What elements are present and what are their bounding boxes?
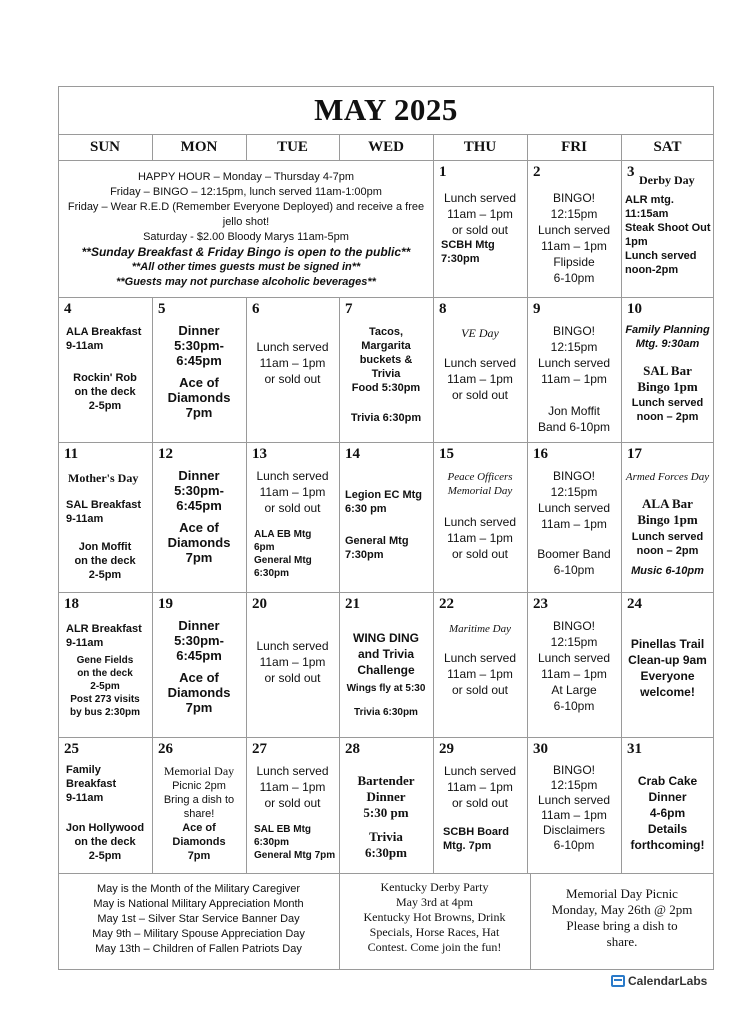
day-events: BINGO! 12:15pm Lunch served 11am – 1pm Flipside 6-10pm	[537, 191, 611, 285]
calendar-title: MAY 2025	[314, 92, 458, 127]
day-number: 25	[64, 741, 79, 757]
day-events: Dinner 5:30pm- 6:45pm	[174, 468, 224, 513]
day-cell-21	[339, 592, 433, 737]
day-events: SAL Breakfast 9-11am	[66, 499, 141, 525]
happy-hour-line: **Guests may not purchase alcoholic beverages**	[116, 276, 376, 288]
day-title: Family Planning Mtg. 9:30am	[625, 324, 710, 350]
day-header-thu: THU	[463, 139, 497, 155]
day-events: ALA EB Mtg 6pm General Mtg 6:30pm	[254, 529, 312, 579]
day-cell-4	[58, 297, 152, 442]
day-events: Ace of Diamonds 7pm	[167, 670, 231, 715]
happy-hour-notice	[64, 170, 428, 290]
day-cell-18	[58, 592, 152, 737]
day-number: 18	[64, 596, 79, 612]
day-events: Lunch served noon – 2pm	[631, 531, 704, 557]
day-events: Lunch served 11am – 1pm or sold out	[256, 764, 329, 810]
day-number: 23	[533, 596, 548, 612]
day-number: 13	[252, 446, 267, 462]
day-cell-31	[621, 737, 714, 873]
day-events: Legion EC Mtg 6:30 pm	[345, 489, 422, 515]
calendar-icon	[611, 975, 625, 987]
day-events: SAL EB Mtg 6:30pm General Mtg 7pm	[254, 824, 336, 861]
day-cell-28	[339, 737, 433, 873]
day-cell-7	[339, 297, 433, 442]
day-number: 4	[64, 301, 72, 317]
day-events: Trivia 6:30pm	[354, 707, 418, 718]
day-cell-15	[433, 442, 527, 592]
day-cell-5	[152, 297, 246, 442]
day-number: 28	[345, 741, 360, 757]
day-cell-9	[527, 297, 621, 442]
day-events: BINGO! 12:15pm Lunch served 11am – 1pm	[537, 324, 611, 386]
day-number: 9	[533, 301, 541, 317]
day-events: SCBH Mtg 7:30pm	[441, 239, 495, 265]
day-number: 6	[252, 301, 260, 317]
day-events: Lunch served 11am – 1pm or sold out	[443, 651, 517, 697]
day-cell-20	[246, 592, 339, 737]
day-events: Ace of Diamonds 7pm	[167, 520, 231, 565]
day-events: Lunch served 11am – 1pm or sold out	[443, 191, 517, 237]
happy-hour-line: HAPPY HOUR – Monday – Thursday 4-7pm	[137, 171, 355, 183]
day-cell-24	[621, 592, 714, 737]
day-events: Jon Moffit Band 6-10pm	[537, 404, 611, 434]
day-cell-19	[152, 592, 246, 737]
day-events: BINGO! 12:15pm Lunch served 11am – 1pm At Large 6-10pm	[537, 619, 611, 713]
grid-line	[58, 873, 714, 874]
day-events: Pinellas Trail Clean-up 9am Everyone welcome!	[628, 637, 707, 699]
day-number: 24	[627, 596, 642, 612]
calendarlabs-logo	[611, 974, 707, 988]
day-events: Family Breakfast 9-11am	[66, 764, 117, 804]
happy-hour-line: Friday – Wear R.E.D (Remember Everyone Deployed) and receive a free jello shot!	[67, 201, 425, 228]
day-events: Trivia 6:30pm	[350, 412, 422, 424]
day-events: Bartender Dinner 5:30 pm	[357, 773, 415, 820]
day-number: 11	[64, 446, 79, 462]
day-title: Memorial Day	[163, 764, 235, 778]
day-events: BINGO! 12:15pm Lunch served 11am – 1pm Disclaimers 6-10pm	[537, 763, 611, 852]
day-events: ALA Bar Bingo 1pm	[637, 496, 698, 527]
day-number: 30	[533, 741, 548, 757]
day-cell-30	[527, 737, 621, 873]
day-events: SAL Bar Bingo 1pm	[637, 363, 698, 394]
happy-hour-line: **Sunday Breakfast & Friday Bingo is open to the public**	[81, 245, 411, 259]
day-header-sun: SUN	[89, 139, 120, 155]
day-title: Armed Forces Day	[625, 471, 710, 483]
day-number: 10	[627, 301, 642, 317]
day-number: 19	[158, 596, 173, 612]
day-number: 1	[439, 164, 447, 180]
day-number: 20	[252, 596, 267, 612]
day-cell-27	[246, 737, 339, 873]
day-cell-11	[58, 442, 152, 592]
day-events: Ace of Diamonds 7pm	[167, 375, 231, 420]
happy-hour-line: **All other times guests must be signed in**	[131, 261, 361, 273]
day-events: General Mtg 7:30pm	[345, 535, 409, 561]
day-cell-3	[621, 160, 714, 297]
day-events: Lunch served noon – 2pm	[631, 397, 704, 423]
day-events: Lunch served 11am – 1pm or sold out	[443, 515, 517, 561]
day-events: Rockin' Rob on the deck 2-5pm	[73, 372, 137, 412]
day-events: Trivia 6:30pm	[365, 829, 407, 860]
day-cell-14	[339, 442, 433, 592]
day-events: Dinner 5:30pm- 6:45pm	[174, 618, 224, 663]
day-cell-16	[527, 442, 621, 592]
day-title: Maritime Day	[448, 623, 511, 635]
day-cell-17	[621, 442, 714, 592]
day-events: Crab Cake Dinner 4-6pm Details forthcoming!	[630, 774, 705, 852]
day-cell-10	[621, 297, 714, 442]
day-cell-23	[527, 592, 621, 737]
day-events: BINGO! 12:15pm Lunch served 11am – 1pm	[537, 469, 611, 531]
day-header-mon: MON	[180, 139, 218, 155]
day-events: Jon Moffit on the deck 2-5pm	[74, 541, 136, 581]
day-events: Picnic 2pm Bring a dish to share!	[163, 780, 235, 820]
day-number: 26	[158, 741, 173, 757]
day-number: 29	[439, 741, 454, 757]
day-events: Lunch served 11am – 1pm or sold out	[256, 340, 329, 386]
day-events: Lunch served 11am – 1pm or sold out	[256, 469, 329, 515]
day-number: 31	[627, 741, 642, 757]
happy-hour-line: Friday – BINGO – 12:15pm, lunch served 11am-1:00pm	[110, 186, 382, 198]
day-header-sat: SAT	[653, 139, 682, 155]
day-cell-12	[152, 442, 246, 592]
day-number: 17	[627, 446, 642, 462]
day-header-fri: FRI	[561, 139, 587, 155]
day-cell-26	[152, 737, 246, 873]
day-number: 7	[345, 301, 353, 317]
day-events: Gene Fields on the deck 2-5pm Post 273 visits by bus 2:30pm	[69, 655, 141, 718]
brand-name: CalendarLabs	[628, 974, 708, 988]
day-events: ALR mtg. 11:15am Steak Shoot Out 1pm Lunch served noon-2pm	[625, 194, 711, 276]
day-number: 15	[439, 446, 454, 462]
day-header-wed: WED	[368, 139, 404, 155]
day-number: 8	[439, 301, 447, 317]
day-events: Ace of Diamonds 7pm	[172, 822, 226, 862]
day-events: Dinner 5:30pm- 6:45pm	[174, 323, 224, 368]
day-title: Derby Day	[639, 173, 695, 187]
day-title: Peace Officers Memorial Day	[447, 471, 513, 497]
happy-hour-line: Saturday - $2.00 Bloody Marys 11am-5pm	[143, 231, 349, 243]
day-events: Lunch served 11am – 1pm or sold out	[443, 764, 517, 810]
day-cell-1	[433, 160, 527, 297]
day-number: 5	[158, 301, 166, 317]
day-events: Lunch served 11am – 1pm or sold out	[443, 356, 517, 402]
day-title: VE Day	[461, 326, 499, 340]
day-cell-6	[246, 297, 339, 442]
day-cell-25	[58, 737, 152, 873]
day-events: ALR Breakfast 9-11am	[66, 623, 142, 649]
day-events: Wings fly at 5:30	[346, 683, 426, 694]
day-header-tue: TUE	[277, 139, 308, 155]
day-cell-2	[527, 160, 621, 297]
day-title: Mother's Day	[68, 471, 139, 485]
day-events: Tacos, Margarita buckets & Trivia Food 5:30pm	[351, 326, 421, 394]
day-number: 14	[345, 446, 360, 462]
day-events: ALA Breakfast 9-11am	[66, 326, 142, 352]
day-number: 12	[158, 446, 173, 462]
footer-memorial-picnic: Memorial Day Picnic Monday, May 26th @ 2pm Please bring a dish to share.	[551, 886, 693, 949]
day-number: 22	[439, 596, 454, 612]
day-events: Boomer Band 6-10pm	[537, 547, 611, 577]
day-events: SCBH Board Mtg. 7pm	[443, 826, 510, 852]
day-number: 2	[533, 164, 541, 180]
day-number: 16	[533, 446, 548, 462]
day-number: 21	[345, 596, 360, 612]
footer-derby-party: Kentucky Derby Party May 3rd at 4pm Kentucky Hot Browns, Drink Specials, Horse Races, Hat Contest. Come join the fun!	[363, 880, 506, 954]
day-number: 27	[252, 741, 267, 757]
day-events: Lunch served 11am – 1pm or sold out	[256, 639, 329, 685]
day-events: Music 6-10pm	[631, 565, 704, 577]
day-events: Jon Hollywood on the deck 2-5pm	[65, 822, 145, 862]
day-number: 3	[627, 164, 635, 180]
day-cell-13	[246, 442, 339, 592]
day-cell-29	[433, 737, 527, 873]
day-events: WING DING and Trivia Challenge	[353, 631, 419, 677]
day-cell-8	[433, 297, 527, 442]
day-cell-22	[433, 592, 527, 737]
footer-observances: May is the Month of the Military Caregiver May is National Military Appreciation Month May 1st – Silver Star Service Banner Day May 9th – Military Spouse Appreciation Day May 13th – Children of Fallen Patriots Day	[92, 883, 305, 955]
